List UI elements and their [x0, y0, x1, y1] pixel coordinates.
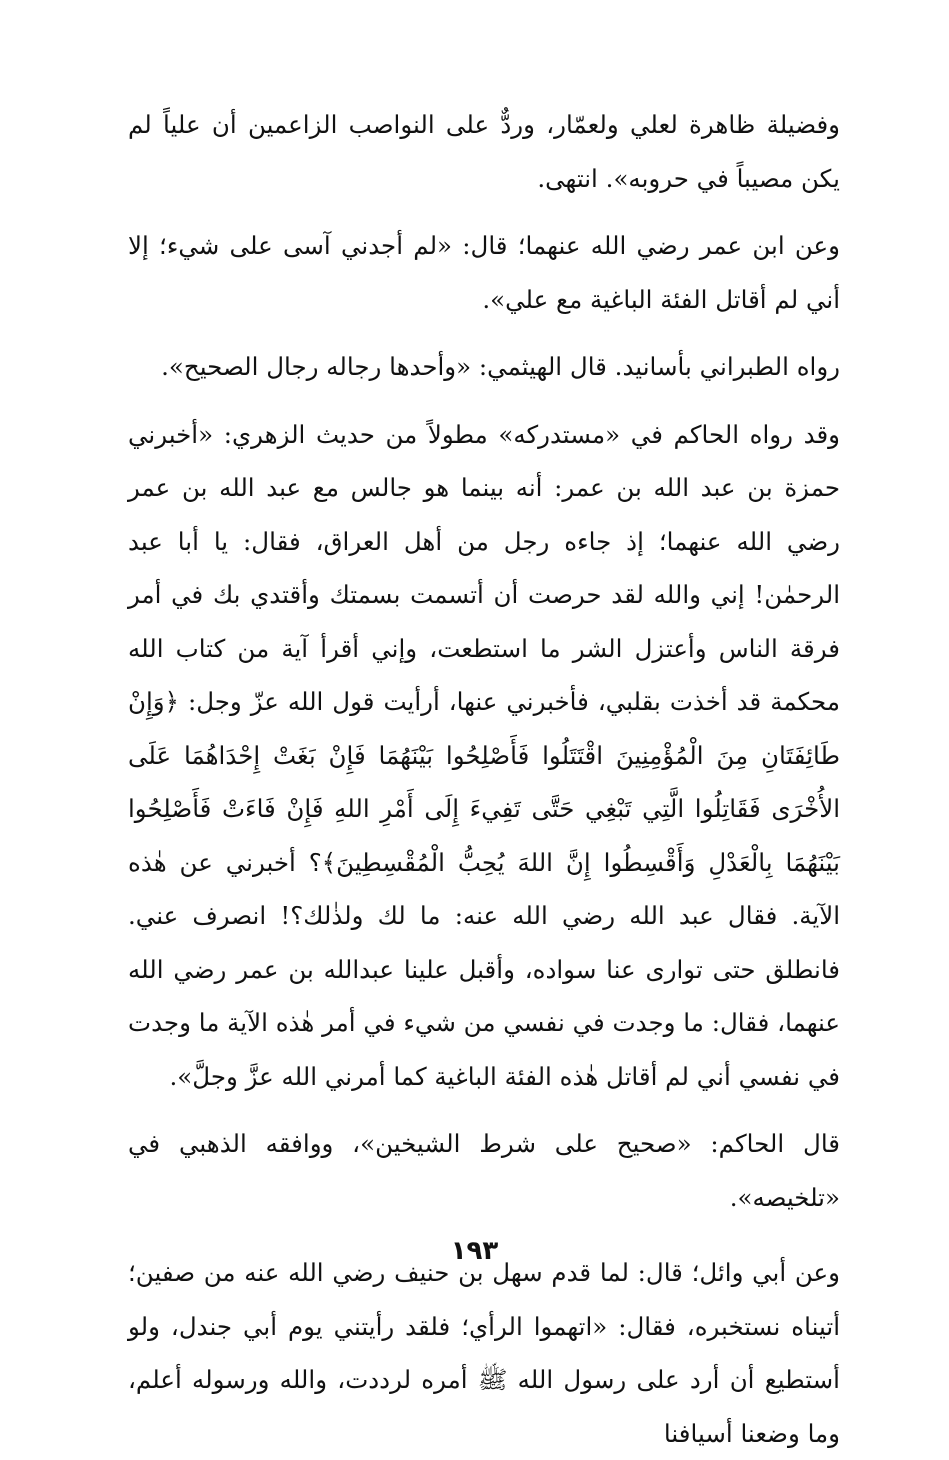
- paragraph-hakim-mustadrak: وقد رواه الحاكم في «مستدركه» مطولاً من حديث الزهري: «أخبرني حمزة بن عبد الله بن عمر: أنه بينما هو جالس مع عبد الله بن عمر رضي الله عنهما؛ إذ جاءه رجل من أهل العراق، فقال: يا أبا عبد الرحمٰن! إني والله لقد حرصت أن أتسمت بسمتك وأقتدي بك في أمر فرقة الناس وأعتزل الشر ما استطعت، وإني أقرأ آية من كتاب الله محكمة قد أخذت بقلبي، فأخبرني عنها، أرأيت قول الله عزّ وجل: ﴿وَإِنْ طَائِفَتَانِ مِنَ الْمُؤْمِنِينَ اقْتَتَلُوا فَأَصْلِحُوا بَيْنَهُمَا فَإِنْ بَغَتْ إِحْدَاهُمَا عَلَى الأُخْرَى فَقَاتِلُوا الَّتِي تَبْغِي حَتَّى تَفِيءَ إِلَى أَمْرِ اللهِ فَإِنْ فَاءَتْ فَأَصْلِحُوا بَيْنَهُمَا بِالْعَدْلِ وَأَقْسِطُوا إِنَّ اللهَ يُحِبُّ الْمُقْسِطِينَ﴾؟ أخبرني عن هٰذه الآية. فقال عبد الله رضي الله عنه: ما لك ولذٰلك؟! انصرف عني. فانطلق حتى توارى عنا سواده، وأقبل علينا عبدالله بن عمر رضي الله عنهما، فقال: ما وجدت في نفسي من شيء في أمر هٰذه الآية ما وجدت في نفسي أني لم أقاتل هٰذه الفئة الباغية كما أمرني الله عزَّ وجلَّ».: [128, 419, 840, 1091]
- paragraph-tabarani-citation: رواه الطبراني بأسانيد. قال الهيثمي: «وأحدها رجاله رجال الصحيح».: [161, 352, 840, 381]
- paragraph-virtue-ammar: وفضيلة ظاهرة لعلي ولعمّار، وردٌّ على النواصب الزاعمين أن علياً لم يكن مصيباً في حروبه». انتهى.: [128, 110, 840, 193]
- paragraph-abu-wail-narration: وعن أبي وائل؛ قال: لما قدم سهل بن حنيف رضي الله عنه من صفين؛ أتيناه نستخبره، فقال: «اتهموا الرأي؛ فلقد رأيتني يوم أبي جندل، ولو أستطيع أن أرد على رسول الله ﷺ أمره لرددت، والله ورسوله أعلم، وما وضعنا أسيافنا: [128, 1258, 840, 1448]
- page-number: ١٩٣: [450, 1236, 499, 1266]
- paragraph-ibn-umar-narration: وعن ابن عمر رضي الله عنهما؛ قال: «لم أجدني آسى على شيء؛ إلا أني لم أقاتل الفئة الباغية مع علي».: [128, 231, 840, 314]
- paragraph-hakim-grading: قال الحاكم: «صحيح على شرط الشيخين»، ووافقه الذهبي في «تلخيصه».: [128, 1129, 840, 1212]
